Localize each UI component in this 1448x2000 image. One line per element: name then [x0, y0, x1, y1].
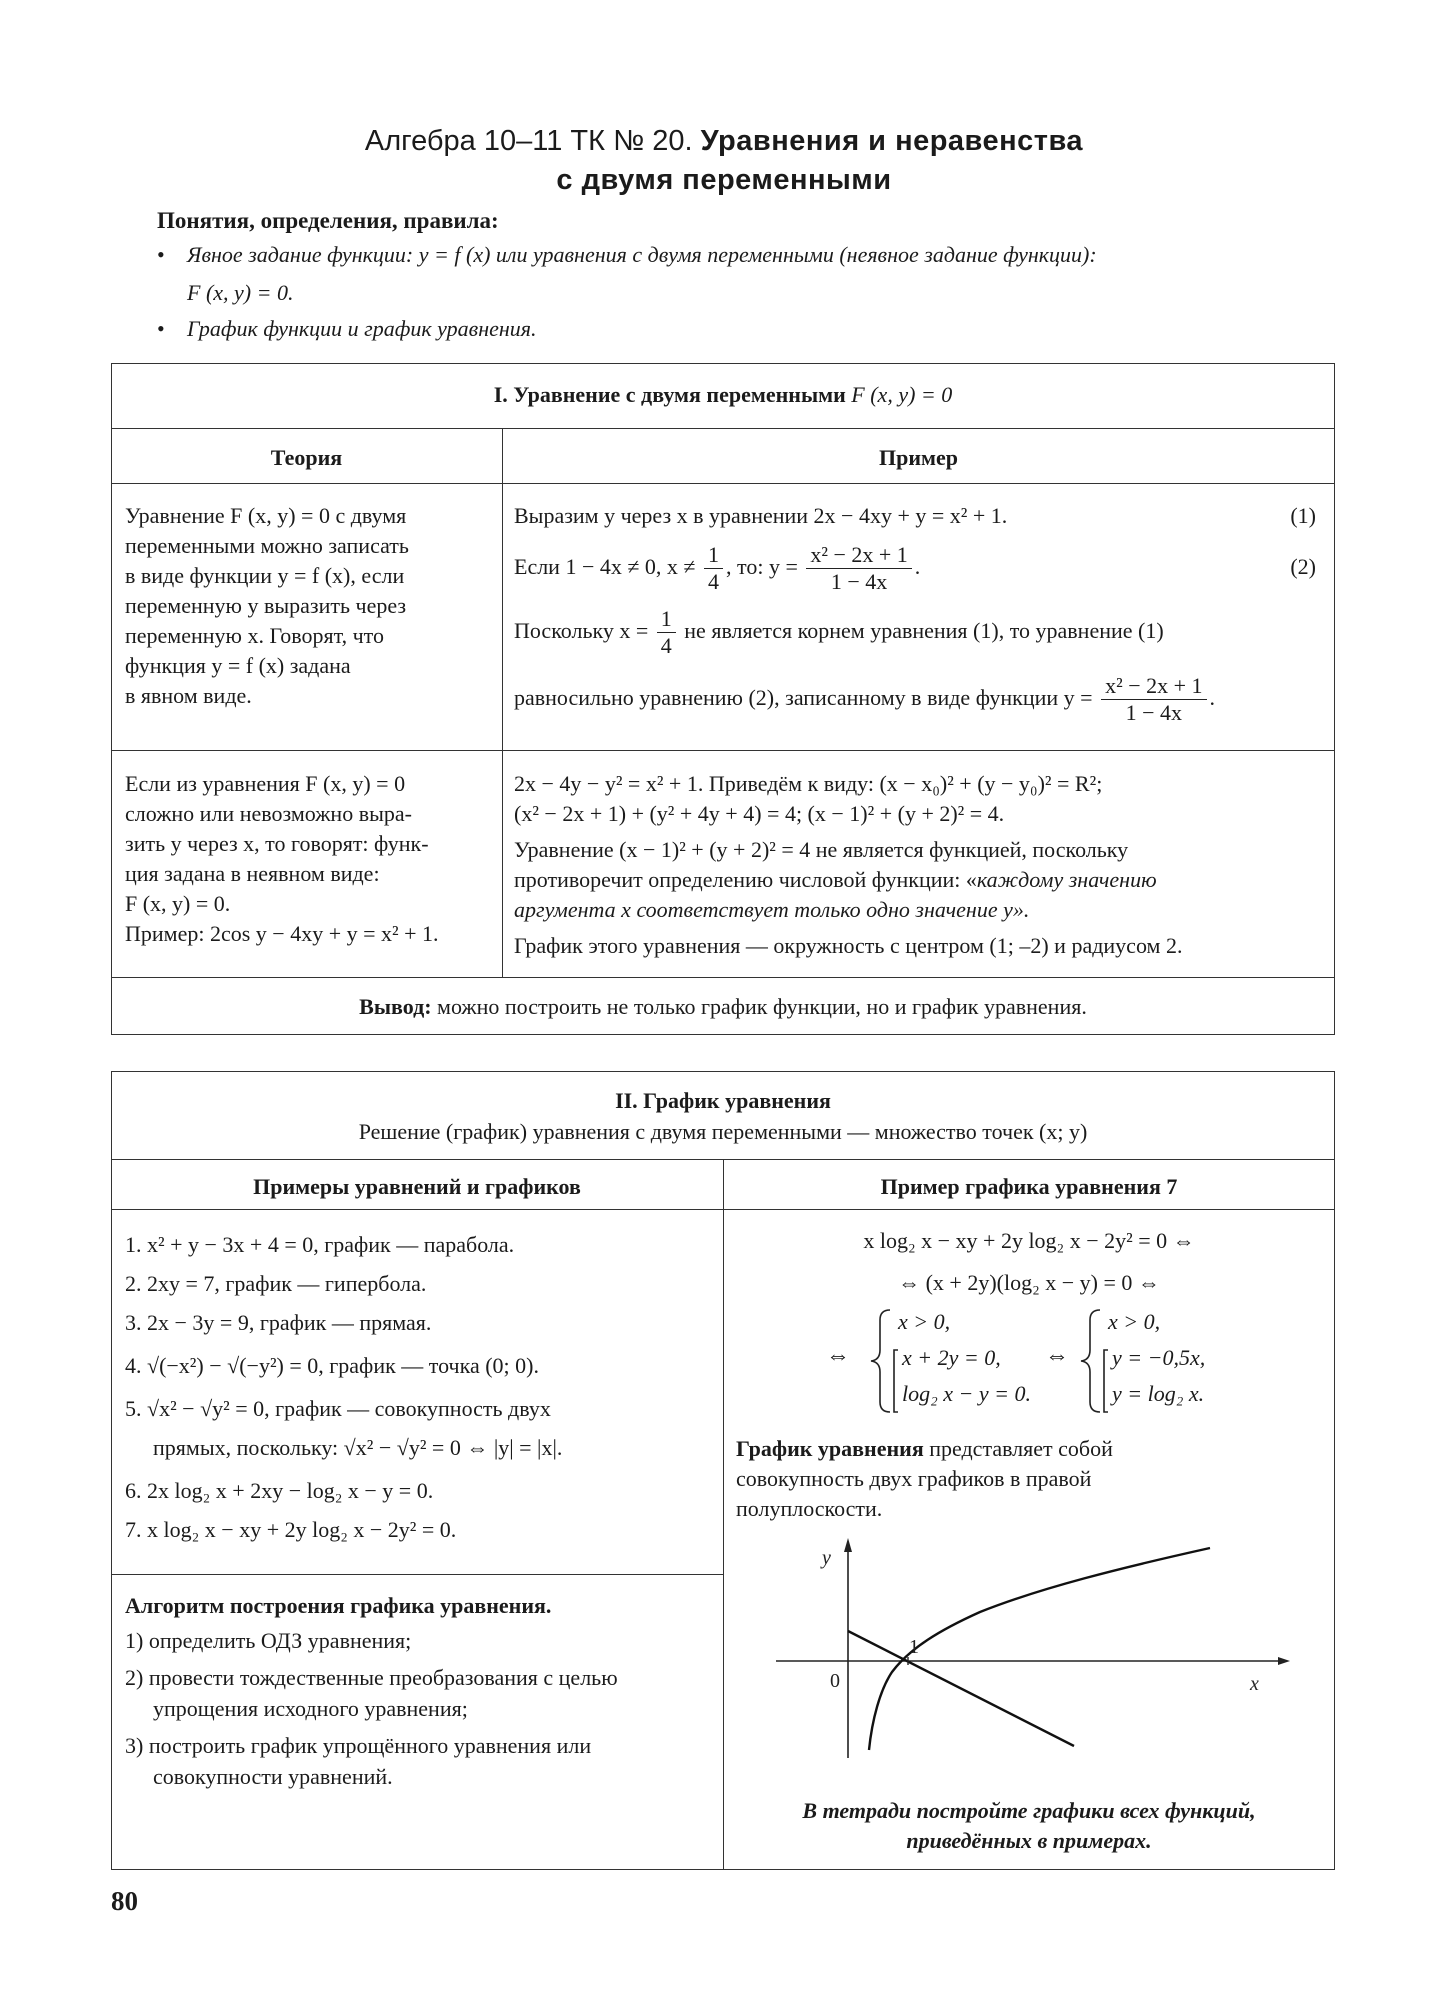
one-label: 1: [909, 1636, 919, 1658]
table-1-divider: [111, 750, 1335, 751]
y-axis-label: y: [822, 1547, 831, 1569]
concept-bullet-1: • Явное задание функции: y = f (x) или уравнения с двумя переменными (неявное задание функции):: [157, 242, 1097, 267]
system-left: x > 0, x + 2y = 0, log₂ x − y = 0.: [898, 1309, 1031, 1406]
page-number: 80: [111, 1886, 138, 1916]
table-1-divider: [111, 977, 1335, 978]
row2-example: 2x − 4y − y² = x² + 1. Приведём к виду: (x − x₀)² + (y − y₀)² = R²; (x² − 2x + 1) + (y² + 4y + 4) = 4; (x − 1)² + (y + 2)² = 4. Уравнение (x − 1)² + (y + 2)² = 4 не является функцией, поскольку противоречит определению числовой функции: «каждому значению аргумента x соответствует только одно значение y». График этого уравнения — окружность с центром (1; –2) и радиусом 2.: [514, 771, 1183, 958]
equiv-sign-2: ⇔: [1045, 1343, 1069, 1369]
graph-description: График уравнения представляет собой совокупность двух графиков в правой полуплоскости.: [736, 1436, 1113, 1521]
table-1-col-divider: [502, 428, 503, 977]
list-item: 1. x² + y − 3x + 4 = 0, график — парабола.: [125, 1232, 515, 1257]
col-header-example: Пример: [878, 445, 958, 470]
row1-example: Выразим y через x в уравнении 2x − 4xy + y = x² + 1. (1) Если 1 − 4x ≠ 0, x ≠ $\frac{1}{4}$ , то: y = $\frac{\text{x² − 2x + 1}}{1 - 4x}$ . (2) Поскольку x = $\frac{1}{4}$ не является корнем уравнения (1), то уравнение (1) равносильно уравнению (2), записанному в виде функции y = $\frac{\text{x² − 2x + 1}}{1 - 4x}$ .: [514, 503, 1316, 726]
col-header-graph-example: Пример графика уравнения 7: [880, 1174, 1178, 1199]
origin-label: 0: [830, 1670, 840, 1692]
algorithm: Алгоритм построения графика уравнения. 1) определить ОДЗ уравнения; 2) провести тождественные преобразования с целью упрощения исходного уравнения; 3) построить график упрощённого уравнения или совокупности уравнений.: [125, 1593, 618, 1789]
table-2-col-divider: [723, 1159, 724, 1870]
y-axis-arrow: [844, 1538, 852, 1552]
x-axis-label: x: [1250, 1673, 1259, 1695]
list-item: 2. 2xy = 7, график — гипербола.: [125, 1271, 427, 1296]
line-neg-half: [848, 1631, 1074, 1746]
col-header-theory: Теория: [270, 445, 343, 470]
list-item: 5. √x² − √y² = 0, график — совокупность двух: [125, 1396, 551, 1421]
list-item: 4. √(−x²) − √(−y²) = 0, график — точка (0; 0).: [125, 1353, 539, 1378]
table-1-divider: [111, 428, 1335, 429]
concepts-heading: Понятия, определения, правила:: [157, 208, 499, 233]
examples-list: [125, 1225, 715, 1549]
table-2-header: II. График уравнения: [615, 1088, 831, 1113]
fraction: $\frac{\text{x² − 2x + 1}}{1 - 4x}$: [806, 542, 911, 595]
task-note: В тетради постройте графики всех функций, приведённых в примерах.: [802, 1798, 1256, 1853]
concept-bullet-1-cont: F (x, y) = 0.: [187, 280, 294, 305]
system-right: x > 0, y = −0,5x, y = log₂ x.: [1108, 1309, 1206, 1406]
fraction: $\frac{1}{4}$: [704, 542, 723, 595]
table-1-conclusion: Вывод: можно построить не только график функции, но и график уравнения.: [359, 994, 1087, 1019]
table-1-header: I. Уравнение с двумя переменными F (x, y) = 0: [493, 382, 953, 407]
fraction: $\frac{\text{x² − 2x + 1}}{1 - 4x}$: [1101, 673, 1206, 726]
table-2-algo-divider: [111, 1574, 723, 1575]
list-item: 3. 2x − 3y = 9, график — прямая.: [125, 1310, 432, 1335]
list-item: 7. x log₂ x − xy + 2y log₂ x − 2y² = 0.: [125, 1517, 457, 1542]
equation-graph: [740, 1530, 1320, 1760]
fraction: $\frac{1}{4}$: [657, 606, 676, 659]
equation-line-1: x log₂ x − xy + 2y log₂ x − 2y² = 0 ⇔: [863, 1228, 1195, 1253]
equiv-sign: ⇔: [826, 1343, 850, 1369]
page-title-line2: с двумя переменными: [556, 164, 892, 196]
concept-bullet-2: • График функции и график уравнения.: [157, 316, 537, 341]
log-curve: [869, 1548, 1210, 1750]
list-item: 6. 2x log₂ x + 2xy − log₂ x − y = 0.: [125, 1478, 434, 1503]
equation-line-2: ⇔ (x + 2y)(log₂ x − y) = 0 ⇔: [898, 1270, 1160, 1295]
x-axis-arrow: [1278, 1657, 1290, 1665]
row1-theory: Уравнение F (x, y) = 0 с двумя переменными можно записать в виде функции y = f (x), если переменную y выразить через переменную x. Говорят, что функция y = f (x) задана в явном виде.: [125, 503, 409, 708]
list-item: прямых, поскольку: √x² − √y² = 0 ⇔ |y| = |x|.: [153, 1435, 563, 1460]
page-title: Алгебра 10–11 ТК № 20. Уравнения и неравенства: [364, 125, 1084, 157]
col-header-examples: Примеры уравнений и графиков: [253, 1174, 581, 1199]
row2-theory: Если из уравнения F (x, y) = 0 сложно или невозможно выра- зить y через x, то говорят: функ- ция задана в неявном виде: F (x, y) = 0. Пример: 2cos y − 4xy + y = x² + 1.: [125, 771, 439, 946]
table-2-subheader: Решение (график) уравнения с двумя переменными — множество точек (x; y): [358, 1119, 1088, 1144]
table-1-divider: [111, 483, 1335, 484]
